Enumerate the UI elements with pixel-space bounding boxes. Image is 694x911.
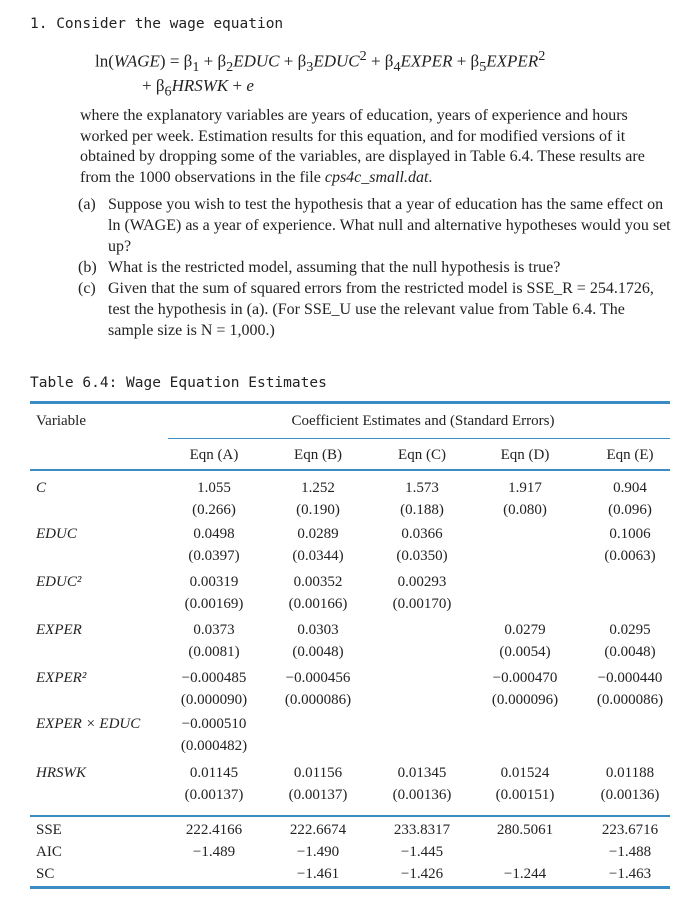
row-variable-name: EXPER × EDUC [36, 716, 141, 732]
part-a [78, 194, 672, 257]
part-text: Suppose you wish to test the hypothesis that a year of education has the same effect on ln (WAGE) as a year of experience. What null and alternative hypotheses would you set up? [108, 196, 671, 255]
std-error-cell: (0.00137) [288, 787, 348, 803]
question-heading: 1. Consider the wage equation [30, 16, 284, 32]
stat-name: AIC [36, 844, 62, 860]
stat-cell: −1.445 [400, 844, 444, 860]
std-error-cell: (0.000090) [180, 692, 248, 708]
equation-line-2: + $\beta_6HRSWK + e$ [142, 76, 254, 100]
coefficient-cell: 1.917 [508, 480, 542, 496]
std-error-cell: (0.0063) [604, 548, 656, 564]
question-parts [78, 194, 672, 341]
coefficient-cell: 0.01524 [500, 765, 550, 781]
part-c [78, 278, 672, 341]
table-title: Table 6.4: Wage Equation Estimates [30, 375, 327, 391]
coefficient-cell: 0.0373 [193, 622, 235, 638]
column-header: Eqn (B) [294, 447, 342, 463]
row-variable-name: EXPER [36, 622, 82, 638]
coefficient-cell: 0.00293 [397, 574, 447, 590]
std-error-cell: (0.0350) [396, 548, 448, 564]
stat-cell: −1.488 [608, 844, 652, 860]
column-header: Eqn (C) [398, 447, 446, 463]
column-header: Eqn (E) [606, 447, 654, 463]
coefficient-cell: −0.000470 [492, 670, 558, 686]
stat-cell: 222.4166 [185, 822, 243, 838]
std-error-cell: (0.0397) [188, 548, 240, 564]
stats-top-rule [30, 815, 670, 817]
std-error-cell: (0.0048) [292, 644, 344, 660]
stat-cell: −1.244 [503, 866, 547, 882]
stat-cell: −1.461 [296, 866, 340, 882]
coefficient-cell: 0.0289 [297, 526, 339, 542]
table-top-rule [30, 401, 670, 404]
coefficient-cell: 0.1006 [609, 526, 651, 542]
column-header: Eqn (D) [500, 447, 550, 463]
stat-cell: 233.8317 [393, 822, 451, 838]
std-error-cell: (0.0344) [292, 548, 344, 564]
stat-cell: 223.6716 [601, 822, 659, 838]
coefficient-cell: −0.000485 [181, 670, 247, 686]
stat-cell: −1.463 [608, 866, 652, 882]
part-label: (c) [78, 280, 96, 297]
part-text: Given that the sum of squared errors from the restricted model is SSE_R = 254.1726, test the hypothesis in (a). (For SSE_U use the relevant value from Table 6.4. The sample size is N = 1,000.) [108, 280, 654, 339]
stat-cell: 280.5061 [496, 822, 554, 838]
std-error-cell: (0.080) [503, 502, 547, 518]
std-error-cell: (0.00169) [184, 596, 244, 612]
coefficient-cell: 0.0279 [504, 622, 546, 638]
group-header-rule [168, 438, 670, 439]
table-bottom-rule [30, 886, 670, 889]
coefficient-cell: 1.252 [301, 480, 335, 496]
row-variable-name: EDUC² [36, 574, 82, 590]
stat-cell: −1.489 [192, 844, 236, 860]
row-variable-name: C [36, 480, 47, 496]
coefficient-cell: 1.055 [197, 480, 231, 496]
std-error-cell: (0.096) [608, 502, 652, 518]
std-error-cell: (0.0081) [188, 644, 240, 660]
std-error-cell: (0.000482) [180, 738, 248, 754]
std-error-cell: (0.000096) [491, 692, 559, 708]
std-error-cell: (0.000086) [284, 692, 352, 708]
coefficient-cell: 1.573 [405, 480, 439, 496]
std-error-cell: (0.266) [192, 502, 236, 518]
stat-name: SC [36, 866, 55, 882]
std-error-cell: (0.00166) [288, 596, 348, 612]
stat-cell: −1.490 [296, 844, 340, 860]
part-label: (b) [78, 259, 97, 276]
column-header: Eqn (A) [189, 447, 239, 463]
std-error-cell: (0.190) [296, 502, 340, 518]
stat-name: SSE [36, 822, 62, 838]
coefficient-cell: 0.01145 [189, 765, 239, 781]
coefficient-cell: 0.00352 [293, 574, 343, 590]
stat-cell: −1.426 [400, 866, 444, 882]
coefficient-cell: −0.000456 [285, 670, 351, 686]
coefficient-cell: 0.0303 [297, 622, 339, 638]
coefficient-cell: 0.904 [613, 480, 647, 496]
stat-cell: 222.6674 [289, 822, 347, 838]
std-error-cell: (0.00170) [392, 596, 452, 612]
header-bottom-rule [30, 469, 670, 471]
group-header: Coefficient Estimates and (Standard Errors) [291, 413, 555, 429]
coefficient-cell: 0.01156 [293, 765, 343, 781]
question-paragraph: where the explanatory variables are years of education, years of experience and hours worked per week. Estimation results for this equation, and for modified versions of it obtained by dropping some of the variables, are displayed in Table 6.4. These results are from the 1000 observations in the file cps4c_small.dat. [80, 107, 645, 186]
coefficient-cell: 0.01345 [397, 765, 447, 781]
std-error-cell: (0.00136) [600, 787, 660, 803]
coefficient-cell: −0.000510 [181, 716, 247, 732]
std-error-cell: (0.00151) [495, 787, 555, 803]
variable-header: Variable [36, 413, 86, 429]
row-variable-name: EXPER² [36, 670, 87, 686]
std-error-cell: (0.00136) [392, 787, 452, 803]
part-label: (a) [78, 196, 96, 213]
std-error-cell: (0.188) [400, 502, 444, 518]
std-error-cell: (0.00137) [184, 787, 244, 803]
std-error-cell: (0.0048) [604, 644, 656, 660]
equation-line-1: ln(WAGE) = $\beta_1$ + $\beta_2EDUC$ + $\beta_3EDUC^2$ + $\beta_4EXPER$ + $\beta_5EXPER^2$ [95, 48, 546, 76]
coefficient-cell: 0.01188 [605, 765, 655, 781]
part-b [78, 257, 672, 278]
coefficient-cell: 0.00319 [189, 574, 239, 590]
coefficient-cell: −0.000440 [597, 670, 663, 686]
coefficient-cell: 0.0295 [609, 622, 651, 638]
std-error-cell: (0.000086) [596, 692, 664, 708]
row-variable-name: HRSWK [36, 765, 86, 781]
coefficient-cell: 0.0498 [193, 526, 235, 542]
coefficient-cell: 0.0366 [401, 526, 443, 542]
row-variable-name: EDUC [36, 526, 77, 542]
part-text: What is the restricted model, assuming that the null hypothesis is true? [108, 259, 561, 276]
std-error-cell: (0.0054) [499, 644, 551, 660]
